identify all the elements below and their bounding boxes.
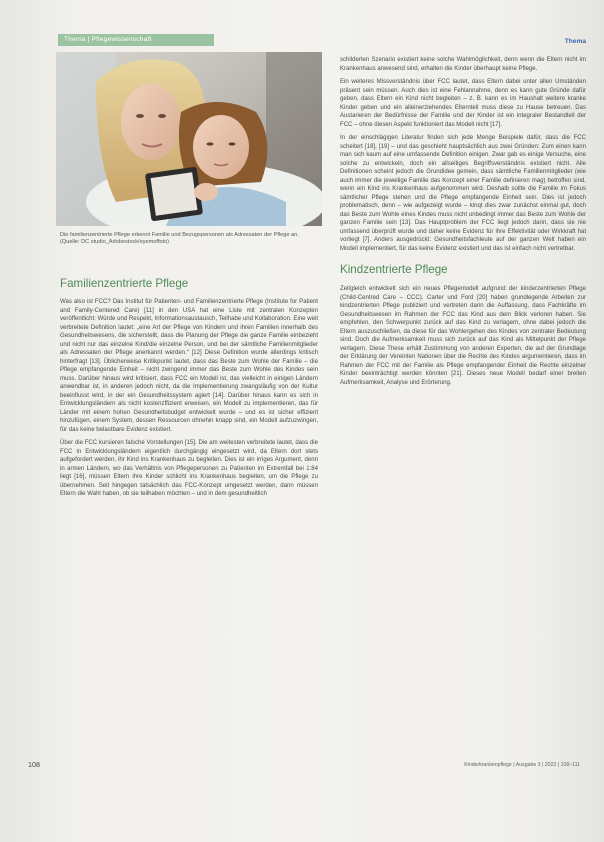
page-number: 108 xyxy=(28,760,40,769)
heading-kindzentrierte-pflege: Kindzentrierte Pflege xyxy=(340,263,448,276)
paragraph: Was also ist FCC? Das Institut für Patienten- und Familienzentrierte Pflege (Institute for Patient and Family-Centered Care) [11] in den USA hat eine Liste mit zentralen Konzepten veröffentlicht: Würde und Respekt, Informationsaustausch, Teilhabe und Kollaboration. Eine weit verbreitete Definition lautet: „eine Art der Pflege von Kindern und ihren Familien innerhalb des Gesundheitswesens, die sicherstellt, dass die Planung der Pflege die ganze Familie einbezieht und nicht nur das einzelne Kind/die einzelne Person, und bei der sämtliche Familienmitglieder als Adressaten der Pflege anerkannt werden.“ [12] Diese Definition wurde allerdings kritisch hinterfragt [13]. Üblicherweise Kritikpunkt lautet, dass das Beste zum Wohle der Familie – die Pflege empfangende Einheit – nicht zwingend immer das Beste zum Wohle des Kindes sein muss. Darüber hinaus wird kritisiert, dass FCC ein Modell ist, das vielleicht in einigen Ländern anwendbar ist, in anderen jedoch nicht, da die Implementierung zwangsläufig von der Kultur beeinflusst wird, in der ein Gesundheitssystem agiert [14]. Darüber hinaus kann es sich in Entwicklungsländern als nicht kostenzffizient erweisen, ein Modell zu implementieren, das für Länder mit einem hohen Gesundheitsbudget entwickelt wurde – und es ist sicher effizient hinzufügen, einem System, dessen Ressourcen ohnehin knapp sind, ein Modell aufzuzwingen, für das keine belastbare Evidenz existiert. xyxy=(60,299,318,433)
paragraph: Zeitgleich entwickelt sich ein neues Pflegemodell aufgrund der kinderzentrierten Pflege (Child-Centred Care – CCC). Carter und Ford [20] haben grundlegende Arbeiten zur kindzentrierten Pflege publiziert und vertreten darin die Auffassung, dass Fachkräfte im Gesundheitswesen im Rahmen der FCC das Kind aus dem Blick verloren haben. Sie empfehlen, den Schwerpunkt zurück auf das Kind zu verlagern, ohne dabei jedoch die Eltern auszuschließen, da diese für das Wohlergehen des Kindes von zentraler Bedeutung sind. Doch die Aufmerksamkeit muss sich zurück auf das Kind als Mittelpunkt der Pflege verlagern. Diese These erhält Zustimmung von anderen Experten, die auf der Grundlage der Erklärung der Vereinten Nationen über die Rechte des Kindes argumentieren, dass im Rahmen der FCC mit der Familie als Pflege empfangender Einheit die Rechte einzelner Kinder beeinträchtigt werden könnten [21]. Dieses neue Modell bedarf einer breiten Aufmerksamkeit, Analyse und Erörterung. xyxy=(340,286,586,386)
paragraph: In der einschlägigen Literatur finden sich jede Menge Beispiele dafür, dass die FCC scheitert [18], [19] – und das geschieht hauptsächlich aus zwei Gründen: Zum einen kann man sich kaum auf eine umfassende Definition einigen. Zwar gab es einige Versuche, eine solche zu entwickeln, doch ein allseitiges Begriffsverständnis existiert nicht. Alle Definitionen scheint jedoch die Grundidee gemein, dass sämtliche Familienmitglieder (wie auch immer die jeweilige Familie das Konzept einer Familie definieren mag) betroffen sind, wenn ein Kind ins Krankenhaus aufgenommen wird. Deshalb sollte die Familie im Fokus sämtlicher Pflege stehen und die Pflege empfangende Einheit sein. Dies ist jedoch problematisch, denn – wie aufgezeigt wurde – kinqt dies zwar zunächst einmal gut, doch das Beste zum Wohle eines Kindes muss nicht unbedingt immer das Beste zum Wohle der ganzen Familie sein [13]. Das Hauptproblem der FCC liegt jedoch darin, dass sie nie umfassend überprüft wurde und daher keine Evidenz für ihre Effektivität oder Wirkkraft hat vorliegt [7]. Anders ausgedrückt: Gesundheitsfachleute auf der ganzen Welt haben ein Modell implementiert, für das keine Evidenz existiert und das ist einfach nicht vertretbar. xyxy=(340,135,586,252)
heading-familienzentrierte-pflege: Familienzentrierte Pflege xyxy=(60,277,189,290)
figure-caption: Die familienzentrierte Pflege erkennt Familie und Bezugspersonen als Adressaten der Pflege an. (Quelle: DC studio_Adobestock/eyemoffoto) xyxy=(60,232,299,246)
mother-child-photo xyxy=(56,52,322,226)
section-tag: Thema xyxy=(564,38,586,45)
paragraph: Ein weiteres Missverständnis über FCC lautet, dass Eltern dabei unter allen Umständen präsent sein müssen. Auch dies ist eine Fehlannahme, denn es kann gute Gründe dafür geben, dass Eltern ein Kind nicht begleiten – z. B. kann es im Haushalt weitere kranke Kinder geben und ein alleinerziehendes Elternteil muss diese zu Hause betreuen. Das Austarieren der Bedürfnisse der Familie und der Kinder ist ein integraler Bestandteil der FCC – ohne diesen Aspekt funktioniert das Modell nicht [17]. xyxy=(340,79,586,128)
right-column xyxy=(340,56,586,392)
journal-footer: Kinderkrankenpflege | Ausgabe 3 | 2022 | 108–111 xyxy=(464,762,580,768)
paragraph: schilderten Szenario existiert keine solche Wahlmöglichkeit, denn wenn die Eltern nicht im Krankenhaus anwesend sind, erhalten die Kinder überhaupt keine Pflege. xyxy=(340,57,586,72)
photo-illustration xyxy=(56,52,322,226)
paragraph: Über die FCC kursieren falsche Vorstellungen [15]. Die am weitesten verbreitete lautet, dass die FCC in Entwicklungsländern eigentlich durchgängig eingesetzt wird, da Eltern dort stets aufgefordert werden, ihr Kind ins Krankenhaus zu begleiten. Dies ist ein irriges Argument, denn in armen Ländern, wo das Verhältnis von Pflegepersonen zu Patienten im Extremfall bei 1:84 liegt [16], müssen Eltern ihre Kinder schlicht ins Krankenhaus begleiten, um die Pflege zu übernehmen. Seit hingegen tatsächlich das FCC-Konzept umgesetzt werden, dann müssen Eltern die Wahl haben, ob sie teilhaben möchten – und in dem gesundheitlich xyxy=(60,440,318,497)
section-rubric: Thema | Pflegewissenschaft xyxy=(58,34,214,46)
left-column xyxy=(60,298,318,504)
